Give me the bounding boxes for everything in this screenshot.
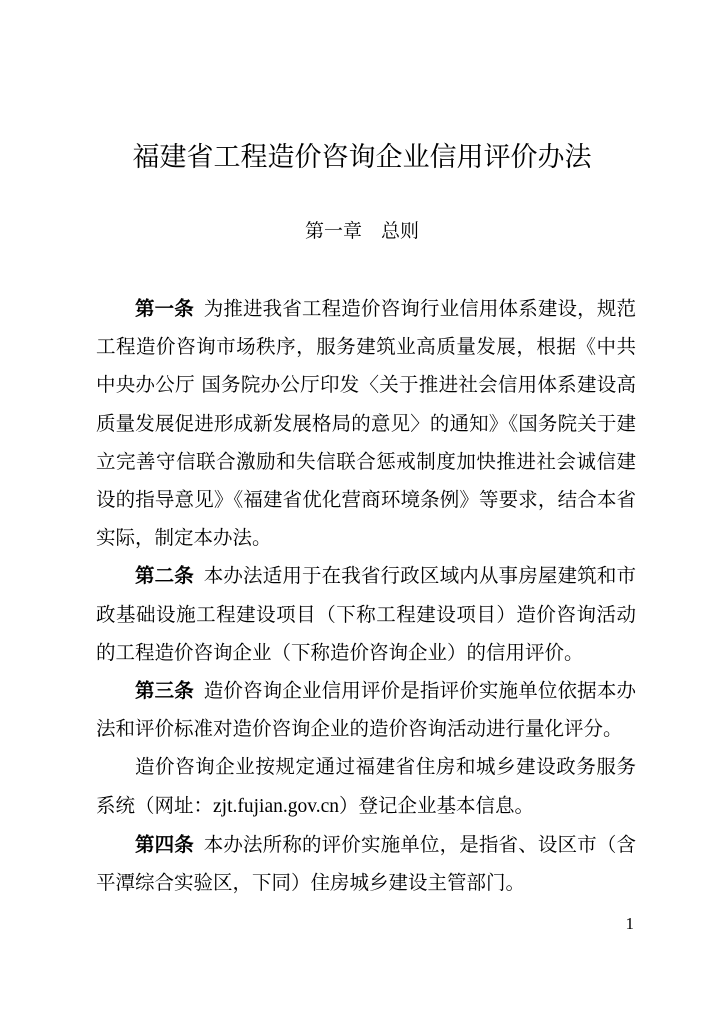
article-text: 本办法适用于在我省行政区域内从事房屋建筑和市政基础设施工程建设项目（下称工程建设项目）造价咨询活动的工程造价咨询企业（下称造价咨询企业）的信用评价。: [96, 564, 636, 664]
article-label: 第一条: [135, 297, 194, 320]
article-4: [96, 826, 636, 902]
article-label: 第二条: [135, 564, 194, 588]
article-label: 第四条: [135, 832, 194, 856]
article-text: 造价咨询企业按规定通过福建省住房和城乡建设政务服务系统（网址：: [96, 755, 636, 817]
page-number: 1: [625, 914, 634, 933]
article-1: [96, 290, 636, 557]
article-3: [96, 672, 636, 748]
article-text: 造价咨询企业信用评价是指评价实施单位依据本办法和评价标准对造价咨询企业的造价咨询活动进行量化评分。: [96, 679, 636, 741]
article-text: ）登记企业基本信息。: [339, 793, 535, 817]
chapter-heading: 第一章 总则: [304, 220, 419, 242]
website-url: zjt.fujian.gov.cn: [213, 795, 340, 817]
article-2: [96, 557, 636, 672]
article-3-paragraph-2: [96, 748, 636, 825]
article-label: 第三条: [135, 679, 194, 703]
article-text: 本办法所称的评价实施单位，是指省、设区市（含平潭综合实验区，下同）住房城乡建设主管部门。: [96, 832, 636, 895]
document-body: [96, 290, 636, 902]
document-title: 福建省工程造价咨询企业信用评价办法: [132, 142, 592, 173]
article-text: 为推进我省工程造价咨询行业信用体系建设，规范工程造价咨询市场秩序，服务建筑业高质量发展，根据《中共中央办公厅 国务院办公厅印发〈关于推进社会信用体系建设高质量发展促进形成新发展格局的意见〉的通知》《国务院关于建立完善守信联合激励和失信联合惩戒制度加快推进社会诚信建设的指导意见》《福建省优化营商环境条例》等要求，结合本省实际，制定本办法。: [96, 297, 636, 550]
